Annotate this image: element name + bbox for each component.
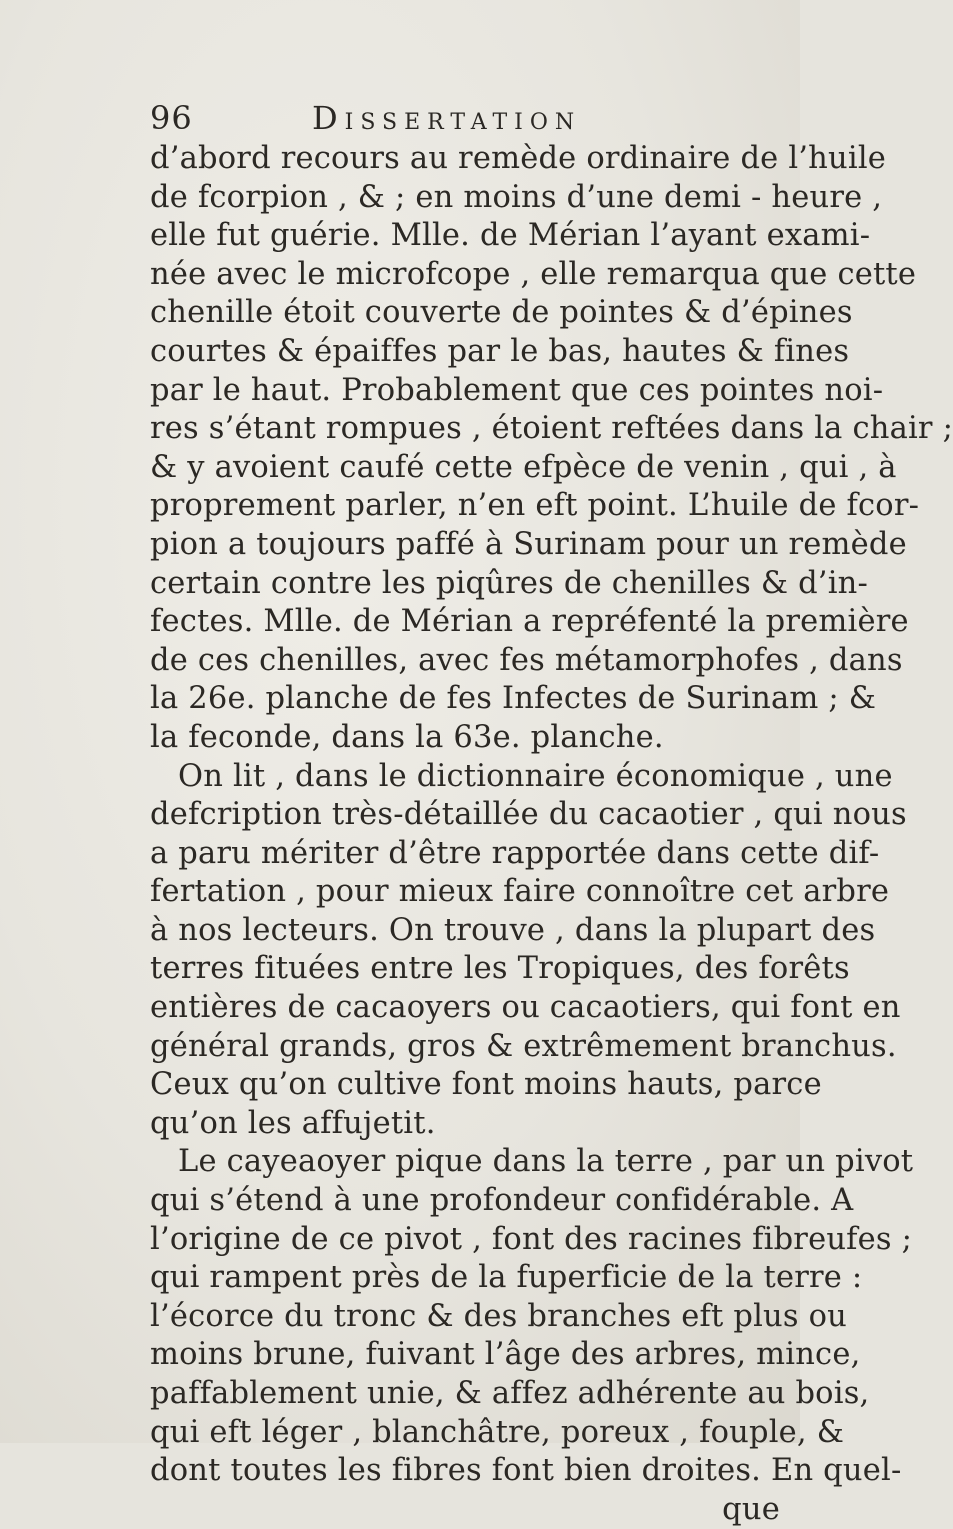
text-line: & y avoient caufé cette efpèce de venin , qui , à bbox=[150, 449, 897, 485]
text-line: général grands, gros & extrêmement branchus. bbox=[150, 1028, 897, 1064]
text-line: moins brune, fuivant l’âge des arbres, mince, bbox=[150, 1337, 861, 1373]
page-number: 96 bbox=[150, 99, 193, 137]
text-line: chenille étoit couverte de pointes & d’épines bbox=[150, 295, 853, 331]
text-line: dont toutes les fibres font bien droites. En quel- bbox=[150, 1453, 902, 1489]
text-line: res s’étant rompues , étoient reftées dans la chair ; bbox=[150, 411, 953, 447]
text-line: la feconde, dans la 63e. planche. bbox=[150, 719, 664, 755]
text-line: Ceux qu’on cultive font moins hauts, parce bbox=[150, 1067, 822, 1103]
text-line: defcription très-détaillée du cacaotier , qui nous bbox=[150, 797, 907, 833]
paragraph-start-line: Le cayeaoyer pique dans la terre , par un pivot bbox=[178, 1144, 914, 1180]
text-line: a paru mériter d’être rapportée dans cette dif- bbox=[150, 835, 880, 871]
running-head: Dissertation bbox=[312, 99, 582, 137]
text-line: certain contre les piqûres de chenilles & d’in- bbox=[150, 565, 869, 601]
text-line: pion a toujours paffé à Surinam pour un remède bbox=[150, 526, 907, 562]
text-line: fectes. Mlle. de Mérian a repréfenté la première bbox=[150, 604, 909, 640]
paragraph-start-line: On lit , dans le dictionnaire économique , une bbox=[178, 758, 893, 794]
text-line: l’écorce du tronc & des branches eft plus ou bbox=[150, 1298, 848, 1334]
text-line: qui eft léger , blanchâtre, poreux , fouple, & bbox=[150, 1414, 845, 1450]
text-line: d’abord recours au remède ordinaire de l’huile bbox=[150, 141, 887, 176]
text-line: par le haut. Probablement que ces pointes noi- bbox=[150, 372, 884, 408]
catchword: que bbox=[722, 1491, 780, 1527]
text-line: terres fituées entre les Tropiques, des forêts bbox=[150, 951, 850, 987]
text-line: entières de cacaoyers ou cacaotiers, qui font en bbox=[150, 990, 901, 1026]
text-line: l’origine de ce pivot , font des racines fibreufes ; bbox=[150, 1221, 913, 1257]
body-text bbox=[150, 140, 953, 1529]
text-line: courtes & épaiffes par le bas, hautes & fines bbox=[150, 333, 850, 369]
page-header bbox=[150, 98, 790, 138]
text-line: qu’on les affujetit. bbox=[150, 1105, 436, 1141]
text-line: la 26e. planche de fes Infectes de Surinam ; & bbox=[150, 681, 877, 717]
text-line: à nos lecteurs. On trouve , dans la plupart des bbox=[150, 912, 876, 948]
text-line: de fcorpion , & ; en moins d’une demi - heure , bbox=[150, 179, 883, 215]
text-line: paffablement unie, & affez adhérente au bois, bbox=[150, 1376, 870, 1411]
text-line: proprement parler, n’en eft point. L’huile de fcor- bbox=[150, 488, 920, 524]
text-line: de ces chenilles, avec fes métamorphofes , dans bbox=[150, 642, 903, 678]
text-line: fertation , pour mieux faire connoître cet arbre bbox=[150, 874, 890, 910]
text-line: née avec le microfcope , elle remarqua que cette bbox=[150, 256, 917, 292]
text-line: qui s’étend à une profondeur confidérable. A bbox=[150, 1183, 854, 1219]
text-line: qui rampent près de la fuperficie de la terre : bbox=[150, 1260, 863, 1296]
text-line: elle fut guérie. Mlle. de Mérian l’ayant exami- bbox=[150, 218, 871, 254]
